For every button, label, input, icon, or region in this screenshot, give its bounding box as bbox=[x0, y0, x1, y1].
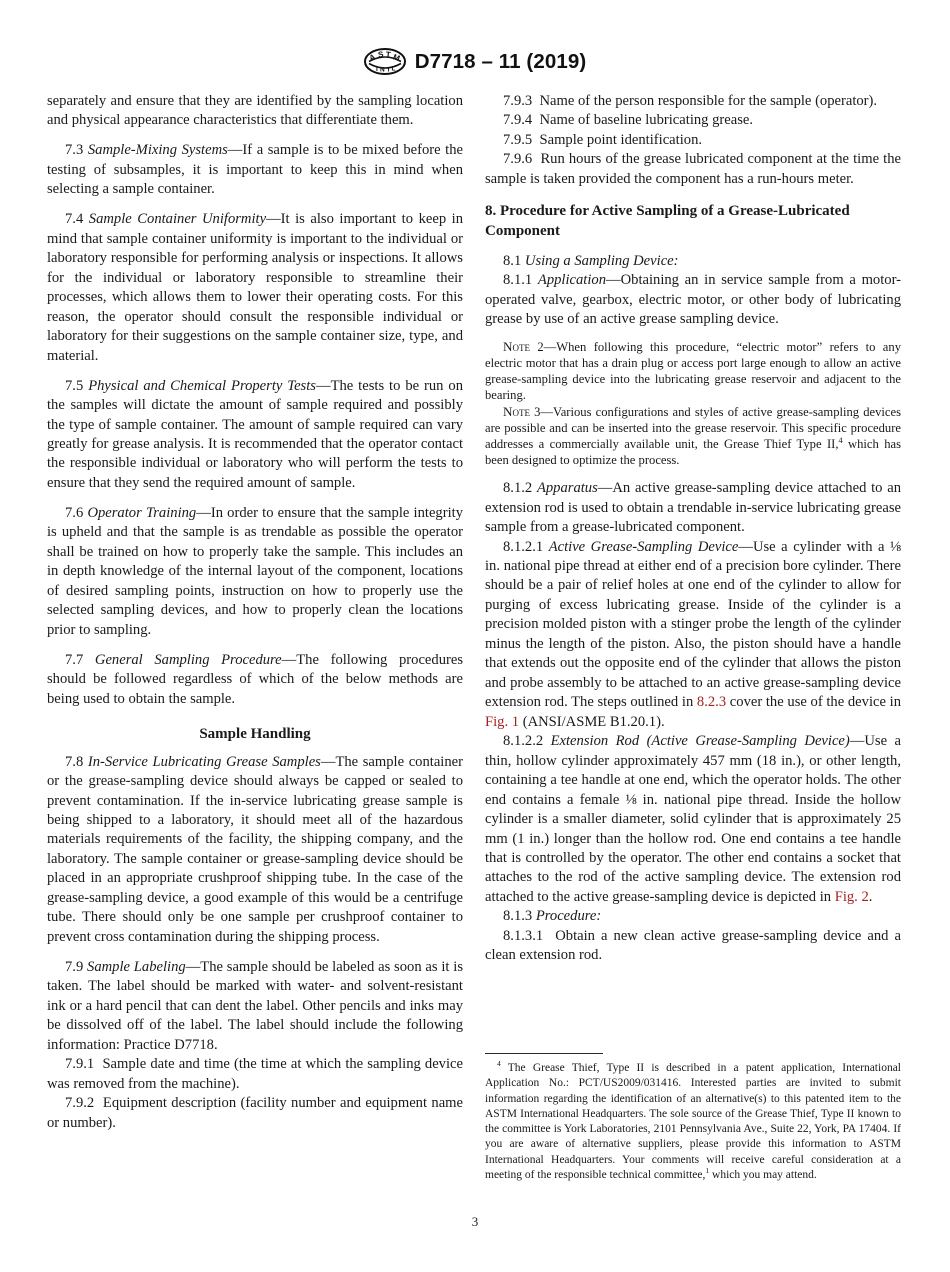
section-7-9-6 bbox=[485, 150, 901, 189]
section-number: 7.4 bbox=[65, 211, 84, 228]
section-number: 7.5 bbox=[65, 377, 84, 394]
section-number: 7.3 bbox=[65, 142, 84, 159]
section-7-5 bbox=[47, 377, 463, 494]
section-title: Application bbox=[537, 272, 607, 289]
svg-text:T: T bbox=[386, 66, 391, 74]
section-number: 8.1.1 bbox=[503, 272, 533, 289]
section-title: Extension Rod (Active Grease-Sampling Device) bbox=[550, 733, 850, 750]
page-number: 3 bbox=[471, 1214, 479, 1229]
section-number: 8.1.2.2 bbox=[503, 733, 544, 750]
svg-text:N: N bbox=[379, 66, 385, 74]
section-7-6 bbox=[47, 504, 463, 640]
section-number: 7.9.4 bbox=[503, 112, 533, 129]
section-text: —In order to ensure that the sample integrity is upheld and that the sample is as trendable as possible the operator shall be trained on how to properly take the sample. This includes an in depth knowledge of the internal layout of the component, locations of desired sampling points, instruction on how to properly use the selected sampling devices, and how to properly clean the locations prior to sampling. bbox=[47, 504, 463, 638]
cross-reference-fig-1[interactable]: Fig. 1 bbox=[485, 713, 520, 730]
section-text: Run hours of the grease lubricated component at the time the sample is taken provided the component has a run-hours meter. bbox=[485, 151, 901, 187]
note-2 bbox=[485, 339, 901, 404]
section-number: 7.9.6 bbox=[503, 151, 533, 168]
section-title: Apparatus bbox=[536, 480, 598, 497]
section-text-a: —Use a cylinder with a ⅛ in. national pipe thread at either end of a precision bore cylinder. There should be a pair of relief holes at one end of the cylinder to allow for purging of excess lubricating grease. Inside of the cylinder is a precision molded piston with a stinger probe the length of the cylinder minus the length of the piston. Also, the piston should have a handle that extends out the opposite end of the cylinder that allows the piston and probe assembly to be attached to an active grease-sampling device extension rod. The steps outlined in bbox=[485, 538, 901, 711]
section-8-1-2 bbox=[485, 479, 901, 537]
section-7-9-4 bbox=[485, 111, 901, 130]
section-title: Sample-Mixing Systems bbox=[87, 142, 228, 159]
section-7-9-2 bbox=[47, 1094, 463, 1133]
svg-text:S: S bbox=[377, 49, 384, 60]
note-number: 2 bbox=[537, 339, 544, 354]
svg-text:L: L bbox=[391, 65, 396, 73]
section-number: 8.1.2 bbox=[503, 480, 533, 497]
section-8-1 bbox=[485, 252, 901, 271]
section-8-1-2-2 bbox=[485, 732, 901, 907]
svg-text:T: T bbox=[385, 50, 391, 60]
footnote-divider bbox=[485, 1053, 603, 1054]
svg-text:M: M bbox=[391, 52, 401, 64]
section-text: —The sample container or the grease-sampling device should always be capped or sealed to prevent contamination. If the in-service lubricating grease sample is being shipped to a laboratory, it should meet all of the hazardous materials requirements of the facility, the shipping company, and the laboratory. The sample container or grease-sampling device should be placed in an appropriate crushproof shipping tube. In the case of the grease-sampling device, a good example of this would be a centrifuge tube. There should only be one sample per crushproof container to prevent cross contamination during the shipping process. bbox=[47, 753, 463, 945]
note-3 bbox=[485, 404, 901, 469]
footnote-reference-4[interactable]: 4 bbox=[838, 435, 843, 445]
right-column bbox=[485, 92, 901, 966]
section-number: 7.9.3 bbox=[503, 93, 533, 109]
section-7-9-1 bbox=[47, 1055, 463, 1094]
note-label: Note bbox=[503, 338, 530, 354]
section-title: Procedure: bbox=[535, 908, 602, 925]
section-number: 7.9.2 bbox=[65, 1095, 95, 1112]
section-text-a: —Use a thin, hollow cylinder approximately 457 mm (18 in.), or other length, containing a tee handle at one end, which the operator holds. The other end contains a female ⅛ in. national pipe thread. Inside the hollow cylinder is a smaller diameter, solid cylinder that is approximately 25 mm (1 in.) longer than the hollow rod. One end contains a tee handle that is controlled by the operator. The other end contains a socket that attaches to the rod of the active sampling device. The extension rod attached to the active grease-sampling device is depicted in bbox=[485, 733, 902, 905]
paragraph-continuation: separately and ensure that they are identified by the sampling location and physical appearance characteristics that differentiate them. bbox=[47, 93, 463, 129]
left-column bbox=[47, 92, 463, 1133]
section-number: 8.1.2.1 bbox=[503, 538, 544, 555]
section-text: —Obtaining an in service sample from a motor-operated valve, gearbox, electric motor, or other body of lubricating grease by use of an active grease sampling device. bbox=[485, 272, 901, 328]
section-text: Sample point identification. bbox=[539, 131, 703, 148]
footnote-4 bbox=[485, 1061, 901, 1183]
section-8-1-1 bbox=[485, 271, 901, 329]
cross-reference-8-2-3[interactable]: 8.2.3 bbox=[696, 694, 727, 711]
section-number: 7.9 bbox=[65, 958, 84, 975]
section-7-7 bbox=[47, 651, 463, 709]
heading-sample-handling: Sample Handling bbox=[199, 726, 311, 743]
section-number: 7.6 bbox=[65, 504, 84, 521]
svg-text:I: I bbox=[375, 66, 378, 73]
note-text: —When following this procedure, “electric motor” refers to any electric motor that has a drain plug or access port large enough to allow an active grease-sampling device into the lubricating grease reservoir and adjacent to the bearing. bbox=[485, 339, 901, 402]
section-text: —An active grease-sampling device attached to an extension rod is used to obtain a trendable in-service lubricating grease sample from a grease-lubricated component. bbox=[485, 480, 901, 536]
section-8-1-3-1 bbox=[485, 927, 901, 966]
section-number: 7.7 bbox=[65, 651, 84, 668]
section-text-b: cover the use of the device in bbox=[726, 694, 901, 711]
section-7-9 bbox=[47, 958, 463, 1055]
section-text: —If a sample is to be mixed before the testing of subsamples, it is important to keep this in mind when selecting a sample container. bbox=[47, 142, 464, 198]
section-text: —It is also important to keep in mind that sample container uniformity is important to the individual or laboratory responsible for performing analysis or inspections. It allows for the individual or laboratory responsible to streamline their processes, which allows them to lower their operating costs. For this reason, the operator should consult the responsible individual or laboratory for their suggestions on the sample container size, type, and material. bbox=[47, 211, 464, 364]
section-title: Operator Training bbox=[87, 504, 197, 521]
section-number: 7.8 bbox=[65, 753, 84, 770]
section-title: Sample Labeling bbox=[87, 958, 186, 975]
section-7-4 bbox=[47, 210, 463, 366]
section-7-3 bbox=[47, 141, 463, 199]
section-number: 8.1 bbox=[503, 252, 522, 269]
section-text-c: (ANSI/ASME B1.20.1). bbox=[519, 713, 665, 730]
section-number: 7.9.1 bbox=[65, 1056, 95, 1073]
section-text: Sample date and time (the time at which the sampling device was removed from the machine). bbox=[47, 1056, 463, 1092]
section-8-1-2-1 bbox=[485, 538, 901, 733]
page-header bbox=[0, 48, 950, 75]
heading-section-8: 8. Procedure for Active Sampling of a Grease-Lubricated Component bbox=[485, 203, 850, 239]
footnote-text-b: which you may attend. bbox=[709, 1168, 817, 1181]
section-8-1-3 bbox=[485, 907, 901, 926]
footnote-text-a: The Grease Thief, Type II is described in a patent application, International Application No.: PCT/US2009/031416. Interested parties are invited to submit information regarding the identification of an alternative(s) to this patented item to the ASTM International Headquarters. The sole source of the Grease Thief, Type II known to the committee is York Laboratories, 2101 Pennsylvania Ave., Suite 22, York, PA 17404. If you are aware of alternative suppliers, please provide this information to ASTM International Headquarters. Your comments will receive careful consideration at a meeting of the responsible technical committee, bbox=[485, 1062, 901, 1181]
svg-text:A: A bbox=[367, 52, 377, 63]
section-number: 8.1.3.1 bbox=[503, 927, 544, 944]
section-title: In-Service Lubricating Grease Samples bbox=[87, 753, 321, 770]
standard-designation: D7718 – 11 (2019) bbox=[414, 49, 587, 73]
section-title: Using a Sampling Device: bbox=[524, 252, 679, 269]
section-7-9-5 bbox=[485, 131, 901, 150]
section-title: Sample Container Uniformity bbox=[88, 211, 267, 228]
section-7-8 bbox=[47, 753, 463, 948]
section-text-b: . bbox=[868, 888, 873, 905]
footnote-area bbox=[485, 1053, 901, 1183]
section-7-9-3 bbox=[485, 92, 901, 111]
note-text-a: —Various configurations and styles of active grease-sampling devices are possible and can be inserted into the grease reservoir. This specific procedure addresses a commercially available unit, the Grease Thief Type II, bbox=[485, 404, 901, 451]
astm-logo-icon bbox=[364, 48, 406, 75]
section-title: General Sampling Procedure bbox=[94, 651, 282, 668]
cross-reference-fig-2[interactable]: Fig. 2 bbox=[834, 888, 869, 905]
section-number: 7.9.5 bbox=[503, 131, 533, 148]
section-title: Active Grease-Sampling Device bbox=[548, 538, 739, 555]
section-text: Name of baseline lubricating grease. bbox=[539, 112, 754, 129]
note-number: 3 bbox=[534, 404, 541, 419]
note-label: Note bbox=[503, 403, 530, 419]
section-text: —The following procedures should be followed regardless of which of the below methods are being used to obtain the sample. bbox=[47, 651, 464, 707]
section-text: Name of the person responsible for the sample (operator). bbox=[539, 93, 878, 109]
footnote-marker: 4 bbox=[497, 1059, 501, 1069]
footnote-reference-1[interactable]: 1 bbox=[705, 1166, 710, 1176]
note-text-b: which has been designed to optimize the process. bbox=[485, 436, 901, 467]
section-text: —The sample should be labeled as soon as it is taken. The label should be marked with water- and solvent-resistant ink or a hard pencil that can dent the label. Other pencils and inks may be dissolved off of the label. The label should include the following information: Practice D7718. bbox=[47, 958, 463, 1053]
section-text: —The tests to be run on the samples will dictate the amount of sample required and possibly the type of sample container. The amount of sample required can vary greatly for grease analysis. It is recommended that the operator contact the responsible individual or laboratory who will perform the tests to ensure that they send the required amount of sample. bbox=[47, 377, 463, 491]
section-text: Obtain a new clean active grease-sampling device and a clean extension rod. bbox=[485, 927, 901, 964]
section-text: Equipment description (facility number and equipment name or number). bbox=[47, 1095, 463, 1131]
section-number: 8.1.3 bbox=[503, 908, 533, 925]
section-title: Physical and Chemical Property Tests bbox=[88, 377, 316, 394]
